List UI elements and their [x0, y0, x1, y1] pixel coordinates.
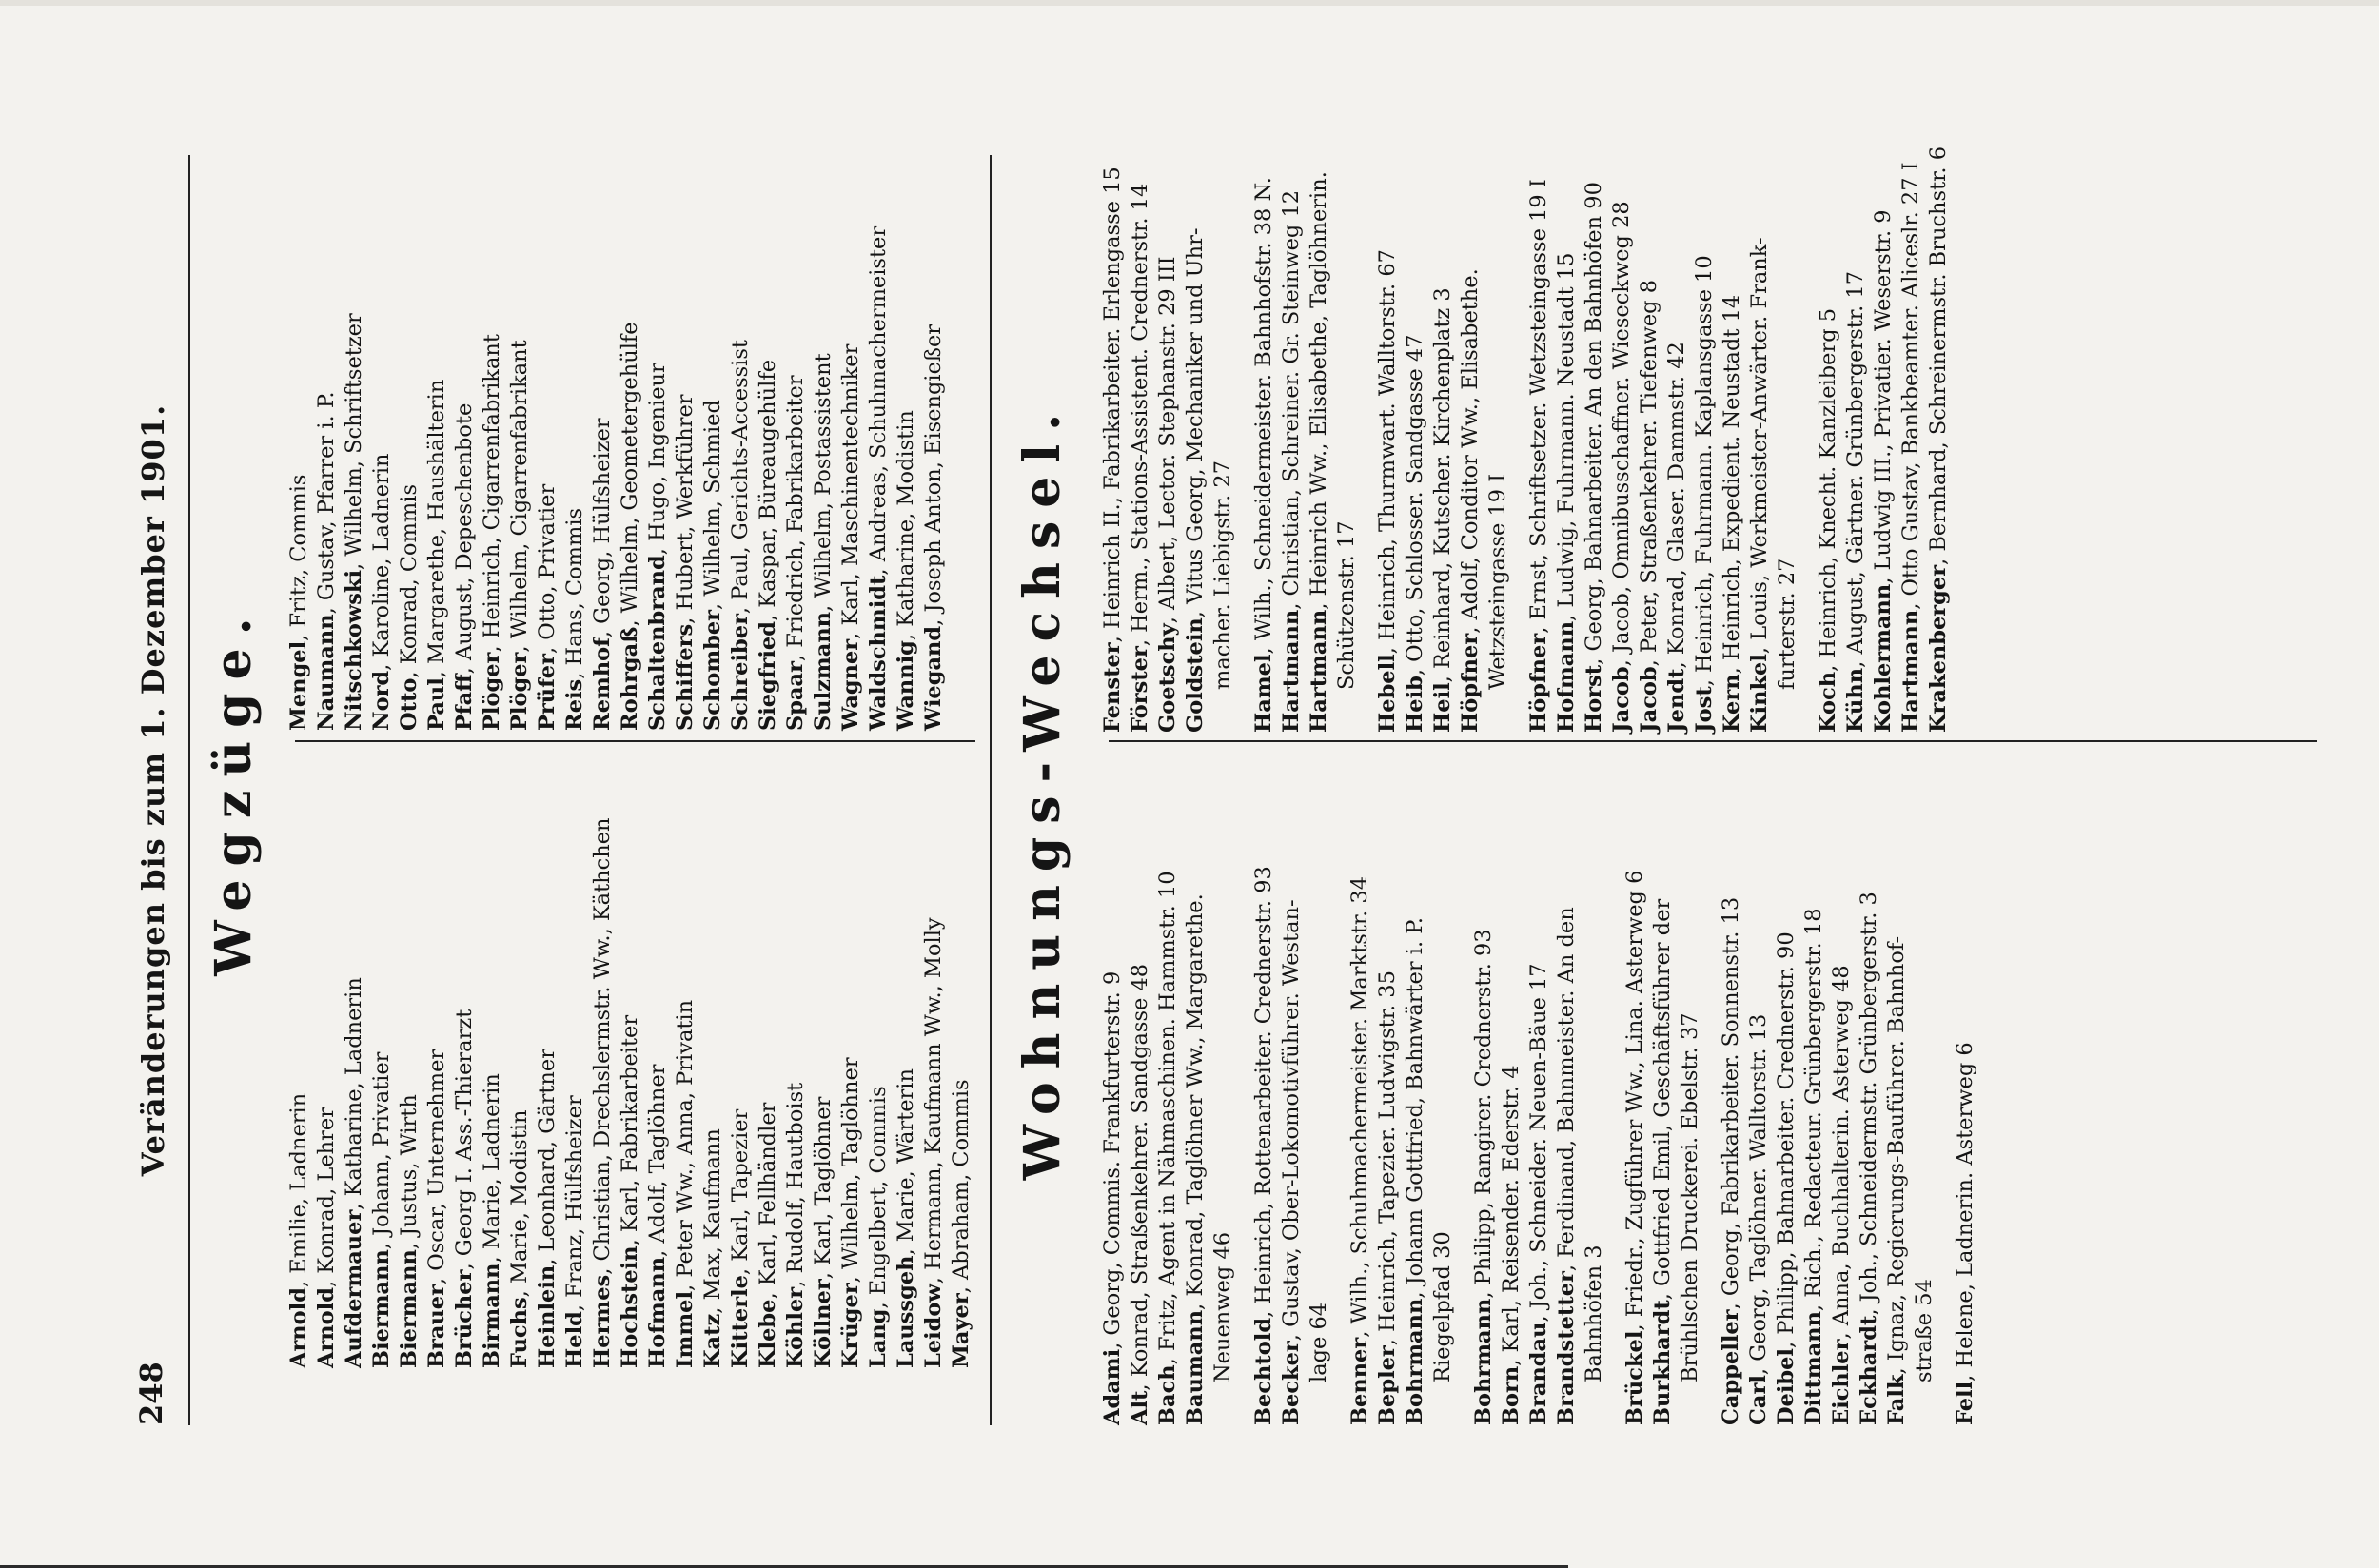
entry-surname: Fenster	[1100, 642, 1125, 733]
entry-surname: Burkhardt	[1650, 1300, 1675, 1425]
entry-surname: Biermann	[397, 1249, 422, 1368]
entry-surname: Mayer	[949, 1293, 973, 1368]
entry-surname: Hermes	[590, 1274, 615, 1368]
wegzuege-right-column	[285, 155, 948, 731]
entry-surname: Brandstetter	[1554, 1271, 1579, 1425]
list-entry: Fell, Helene, Ladnerin. Asterweg 6	[1953, 1042, 1977, 1425]
entry-surname: Mengel	[286, 640, 311, 731]
entry-surname: Klebe	[756, 1299, 780, 1368]
page-number: 248	[133, 1362, 169, 1425]
entry-surname: Birmann	[480, 1263, 504, 1368]
entry-spacer	[1237, 114, 1250, 733]
list-entry: Heil, Reinhard, Kutscher. Kirchenplatz 3	[1430, 287, 1455, 733]
entry-surname: Bechtold	[1251, 1317, 1276, 1425]
wohnungswechsel-right-column	[1099, 114, 1953, 733]
list-entry: Koch, Heinrich, Knecht. Kanzleiberg 5	[1816, 307, 1840, 733]
wohnungswechsel-column-divider	[1109, 740, 2317, 742]
entry-surname: Fuchs	[507, 1297, 532, 1368]
list-entry: Brauer, Oscar, Unternehmer	[424, 1049, 449, 1368]
list-entry: Spaar, Friedrich, Fabrikarbeiter	[783, 375, 808, 731]
list-entry: Bahnhöfen 3	[1582, 1245, 1606, 1425]
entry-surname: Bach	[1155, 1364, 1180, 1425]
list-entry: Katz, Max, Kaufmann	[700, 1128, 725, 1368]
list-entry: Waldschmidt, Andreas, Schuhmachermeister	[866, 225, 891, 731]
entry-surname: Höpfner	[1458, 633, 1483, 733]
entry-spacer	[1237, 750, 1250, 1425]
list-entry: Schiffers, Hubert, Werkführer	[673, 394, 698, 731]
section-title-wohnungswechsel: Wohnungs-Wechsel.	[1013, 400, 1072, 1181]
entry-surname: Brückel	[1622, 1330, 1647, 1425]
list-entry: Brandau, Joh., Schneider. Neuen-Bäue 17	[1526, 963, 1551, 1425]
entry-surname: Reis	[562, 678, 587, 731]
list-entry: Nitschkowski, Wilhelm, Schriftsetzer	[342, 313, 366, 731]
entry-surname: Nord	[369, 670, 394, 731]
list-entry: Wagner, Karl, Maschinentechniker	[838, 343, 863, 731]
list-entry: Arnold, Emilie, Ladnerin	[286, 1092, 311, 1368]
entry-surname: Rohrgaß	[618, 626, 642, 731]
entry-surname: Sulzmann	[811, 611, 836, 731]
list-entry: Riegelpfad 30	[1430, 1231, 1455, 1425]
running-head: Veränderungen bis zum 1. Dezember 1901.	[135, 403, 171, 1177]
entry-surname: Born	[1499, 1365, 1524, 1425]
entry-surname: Hartmann	[1898, 609, 1923, 733]
list-entry: Bepler, Heinrich, Tapezier. Ludwigstr. 35	[1375, 970, 1400, 1425]
entry-surname: Hamel	[1251, 654, 1276, 733]
list-entry: Eckhardt, Joh., Schneidermstr. Grünbergerstr. 3	[1857, 892, 1881, 1425]
entry-surname: Brücher	[452, 1269, 477, 1368]
list-entry: Heib, Otto, Schlosser. Sandgasse 47	[1403, 334, 1427, 733]
list-entry: Schomber, Wilhelm, Schmied	[700, 400, 725, 731]
entry-surname: Aufdermauer	[342, 1209, 366, 1368]
list-entry: Held, Franz, Hülfsheizer	[562, 1095, 587, 1368]
list-entry: lage 64	[1307, 1302, 1331, 1425]
list-entry: Schreiber, Paul, Gerichts-Accessist	[728, 340, 753, 731]
entry-spacer	[1704, 750, 1718, 1425]
list-entry: Hebell, Heinrich, Thurmwart. Walltorstr. 67	[1375, 249, 1400, 733]
entry-surname: Becker	[1279, 1341, 1304, 1425]
entry-spacer	[1608, 750, 1622, 1425]
entry-surname: Plöger	[507, 652, 532, 731]
entry-surname: Deibel	[1774, 1348, 1799, 1425]
entry-spacer	[1333, 750, 1347, 1425]
entry-spacer	[1361, 114, 1374, 733]
entry-surname: Pfaff	[452, 674, 477, 731]
entry-surname: Jost	[1692, 686, 1717, 733]
list-entry: Lang, Engelbert, Commis	[866, 1086, 891, 1368]
section-rule	[990, 155, 992, 1425]
entry-surname: Plöger	[480, 652, 504, 731]
entry-surname: Leidow	[921, 1284, 946, 1368]
list-entry: Born, Karl, Reisender. Ederstr. 4	[1499, 1065, 1524, 1425]
entry-surname: Eckhardt	[1857, 1315, 1881, 1425]
entry-surname: Hochstein	[618, 1245, 642, 1368]
list-entry: Brühlschen Druckerei. Ebelstr. 37	[1678, 1012, 1702, 1425]
entry-spacer	[1512, 114, 1525, 733]
entry-surname: Wiegand	[921, 625, 946, 731]
entry-surname: Fell	[1953, 1381, 1977, 1425]
entry-surname: Kern	[1720, 674, 1744, 733]
list-entry: Kühn, August, Gärtner. Grünbergerstr. 17	[1843, 270, 1868, 733]
list-entry: Schaltenbrand, Hugo, Ingenieur	[645, 363, 670, 731]
entry-surname: Spaar	[783, 661, 808, 731]
entry-surname: Hartmann	[1307, 609, 1331, 733]
entry-surname: Brandau	[1526, 1322, 1551, 1425]
list-entry: Goetschy, Albert, Lector. Stephanstr. 29 III	[1155, 256, 1180, 733]
list-entry: Klebe, Karl, Fellhändler	[756, 1102, 780, 1368]
list-entry: Paul, Margarethe, Haushälterin	[424, 379, 449, 731]
list-entry: Kern, Heinrich, Expedient. Neustadt 14	[1720, 294, 1744, 733]
list-entry: Adami, Georg, Commis. Frankfurterstr. 9	[1100, 970, 1125, 1425]
entry-surname: Heil	[1430, 682, 1455, 733]
list-entry: Kitterle, Karl, Tapezier	[728, 1108, 753, 1368]
entry-surname: Schaltenbrand	[645, 555, 670, 731]
list-entry: straße 54	[1912, 1279, 1937, 1425]
entry-surname: Katz	[700, 1313, 725, 1368]
entry-surname: Alt	[1128, 1390, 1152, 1425]
entry-surname: Heinlein	[535, 1264, 560, 1368]
list-entry: Plöger, Heinrich, Cigarrenfabrikant	[480, 334, 504, 731]
list-entry: Aufdermauer, Katharine, Ladnerin	[342, 977, 366, 1368]
entry-surname: Carl	[1746, 1375, 1771, 1425]
list-entry: Brücher, Georg I. Ass.-Thierarzt	[452, 1009, 477, 1368]
entry-surname: Köllner	[811, 1279, 836, 1368]
list-entry: Krakenberger, Bernhard, Schreinermstr. Bruchstr. 6	[1926, 146, 1951, 733]
list-entry: Hermes, Christian, Drechslermstr. Ww., Käthchen	[590, 817, 615, 1368]
entry-surname: Baumann	[1183, 1309, 1208, 1425]
entry-surname: Goetschy	[1155, 623, 1180, 733]
entry-surname: Brauer	[424, 1284, 449, 1368]
list-entry: Mengel, Fritz, Commis	[286, 474, 311, 731]
entry-surname: Hofmann	[1554, 620, 1579, 733]
entry-surname: Hartmann	[1279, 609, 1304, 733]
entry-surname: Jacob	[1609, 666, 1634, 733]
list-entry: Bechtold, Heinrich, Rottenarbeiter. Crednerstr. 93	[1251, 866, 1276, 1425]
list-entry: Naumann, Gustav, Pfarrer i. P.	[314, 391, 339, 731]
list-entry: Hartmann, Christian, Schreiner. Gr. Steinweg 12	[1279, 189, 1304, 733]
entry-surname: Schomber	[700, 609, 725, 731]
entry-surname: Kühn	[1843, 667, 1868, 733]
list-entry: Biermann, Justus, Wirth	[397, 1094, 422, 1368]
list-entry: Jendt, Konrad, Glaser. Dammstr. 42	[1664, 342, 1689, 733]
entry-surname: Otto	[397, 677, 422, 731]
list-entry: Fuchs, Marie, Modistin	[507, 1109, 532, 1368]
list-entry: Höpfner, Adolf, Conditor Ww., Elisabethe.	[1458, 268, 1483, 733]
header-rule	[188, 155, 190, 1425]
list-entry: Baumann, Konrad, Taglöhner Ww., Margarethe.	[1183, 893, 1208, 1425]
list-entry: Falk, Ignaz, Regierungs-Bauführer. Bahnhof-	[1884, 935, 1909, 1425]
list-entry: Krüger, Wilhelm, Taglöhner	[838, 1057, 863, 1368]
list-entry: Arnold, Konrad, Lehrer	[314, 1107, 339, 1368]
entry-surname: Kohlermann	[1871, 583, 1896, 733]
entry-surname: Heib	[1403, 676, 1427, 733]
list-entry: Jost, Heinrich, Fuhrmann. Kaplansgasse 10	[1692, 255, 1717, 733]
entry-surname: Held	[562, 1311, 587, 1368]
section-title-wegzuege: Wegzüge.	[205, 604, 263, 976]
entry-surname: Krüger	[838, 1283, 863, 1368]
list-entry: Deibel, Philipp, Bahnarbeiter. Crednerstr. 90	[1774, 931, 1799, 1425]
entry-surname: Falk	[1884, 1374, 1909, 1425]
entry-surname: Siegfried	[756, 621, 780, 731]
entry-surname: Koch	[1816, 671, 1840, 733]
list-entry: Becker, Gustav, Ober-Lokomotivführer. Westan-	[1279, 899, 1304, 1425]
list-entry: Hartmann, Heinrich Ww., Elisabethe, Taglöhnerin.	[1307, 171, 1331, 733]
list-entry: macher. Liebigstr. 27	[1210, 460, 1235, 733]
entry-surname: Krakenberger	[1926, 564, 1951, 733]
entry-surname: Kinkel	[1747, 654, 1772, 733]
entry-surname: Nitschkowski	[342, 569, 366, 731]
entry-surname: Dittmann	[1801, 1311, 1826, 1425]
list-entry: Hochstein, Karl, Fabrikarbeiter	[618, 1014, 642, 1368]
list-entry: Köllner, Karl, Taglöhner	[811, 1096, 836, 1368]
entry-surname: Bohrmann	[1403, 1298, 1427, 1425]
entry-surname: Hebell	[1375, 654, 1400, 733]
list-entry: Benner, Wilh., Schuhmachermeister. Marktstr. 34	[1347, 875, 1372, 1425]
list-entry: Köhler, Rudolf, Hautboist	[783, 1082, 808, 1368]
entry-surname: Waldschmidt	[866, 575, 891, 731]
entry-surname: Arnold	[314, 1287, 339, 1368]
entry-surname: Hofmann	[645, 1256, 670, 1368]
list-entry: Brückel, Friedr., Zugführer Ww., Lina. Asterweg 6	[1622, 870, 1647, 1425]
entry-spacer	[1801, 114, 1815, 733]
list-entry: Kohlermann, Ludwig III., Privatier. Weserstr. 9	[1871, 209, 1896, 733]
list-entry: Plöger, Wilhelm, Cigarrenfabrikant	[507, 340, 532, 731]
entry-surname: Bepler	[1375, 1345, 1400, 1425]
entry-surname: Lang	[866, 1308, 891, 1368]
page-header	[133, 155, 181, 1425]
wegzuege-left-column	[285, 750, 975, 1368]
list-entry: Wetzsteingasse 19 I	[1485, 473, 1510, 733]
list-entry: Heinlein, Leonhard, Gärtner	[535, 1049, 560, 1368]
entry-surname: Wagner	[838, 638, 863, 731]
list-entry: Biermann, Johann, Privatier	[369, 1051, 394, 1368]
list-entry: Rohrgaß, Wilhelm, Geometergehülfe	[618, 322, 642, 731]
list-entry: Immel, Peter Ww., Anna, Privatin	[673, 999, 698, 1368]
entry-surname: Cappeller	[1719, 1309, 1743, 1425]
list-entry: Neuenweg 46	[1210, 1231, 1235, 1425]
list-entry: Burkhardt, Gottfried Emil, Geschäftsführer der	[1650, 898, 1675, 1425]
entry-surname: Horst	[1582, 664, 1606, 733]
entry-surname: Bohrmann	[1471, 1298, 1496, 1425]
list-entry: Goldstein, Vitus Georg, Mechaniker und Uhr-	[1183, 227, 1208, 733]
list-entry: Wannig, Katharine, Modistin	[894, 410, 918, 731]
list-entry: Prüfer, Otto, Privatier	[535, 483, 560, 731]
list-entry: Nord, Karoline, Ladnerin	[369, 453, 394, 731]
entry-surname: Wannig	[894, 640, 918, 731]
list-entry: Pfaff, August, Depeschenbote	[452, 402, 477, 731]
list-entry: Hartmann, Otto Gustav, Bankbeamter. Aliceslr. 27 I	[1898, 162, 1923, 733]
entry-surname: Paul	[424, 677, 449, 731]
entry-spacer	[1457, 750, 1470, 1425]
entry-surname: Biermann	[369, 1249, 394, 1368]
entry-surname: Schiffers	[673, 623, 698, 731]
list-entry: Jacob, Peter, Straßenkehrer. Tiefenweg 8	[1637, 279, 1661, 733]
list-entry: Höpfner, Ernst, Schriftsetzer. Wetzsteingasse 19 I	[1526, 179, 1551, 733]
list-entry: Kinkel, Louis, Werkmeister-Anwärter. Frank-	[1747, 237, 1772, 733]
entry-surname: Köhler	[783, 1286, 808, 1368]
wohnungswechsel-left-column	[1099, 750, 1979, 1425]
list-entry: Sulzmann, Wilhelm, Postassistent	[811, 353, 836, 731]
list-entry: Hofmann, Ludwig, Fuhrmann. Neustadt 15	[1554, 252, 1579, 733]
list-entry: Bach, Fritz, Agent in Nähmaschinen. Hammstr. 10	[1155, 871, 1180, 1425]
list-entry: Alt, Konrad, Straßenkehrer. Sandgasse 48	[1128, 963, 1152, 1425]
list-entry: Cappeller, Georg, Fabrikarbeiter. Sonnenstr. 13	[1719, 896, 1743, 1425]
list-entry: Bohrmann, Philipp, Rangirer. Crednerstr. 93	[1471, 929, 1496, 1425]
entry-surname: Remhof	[590, 637, 615, 731]
list-entry: Laussgeh, Marie, Wärterin	[894, 1068, 918, 1368]
list-entry: furterstr. 27	[1775, 558, 1799, 733]
list-entry: Jacob, Jacob, Omnibusschaffner. Wieseckweg 28	[1609, 201, 1634, 733]
list-entry: Remhof, Georg, Hülfsheizer	[590, 418, 615, 731]
list-entry: Fenster, Heinrich II., Fabrikarbeiter. Erlengasse 15	[1100, 167, 1125, 733]
list-entry: Horst, Georg, Bahnarbeiter. An den Bahnhöfen 90	[1582, 182, 1606, 733]
list-entry: Reis, Hans, Commis	[562, 507, 587, 731]
wegzuege-column-divider	[295, 740, 975, 742]
list-entry: Siegfried, Kaspar, Büreaugehülfe	[756, 359, 780, 731]
entry-surname: Laussgeh	[894, 1255, 918, 1368]
list-entry: Hamel, Wilh., Schneidermeister. Bahnhofstr. 38 N.	[1251, 177, 1276, 733]
entry-surname: Prüfer	[535, 654, 560, 731]
list-entry: Mayer, Abraham, Commis	[949, 1079, 973, 1368]
entry-surname: Höpfner	[1526, 633, 1551, 733]
entry-surname: Eichler	[1829, 1339, 1854, 1425]
list-entry: Brandstetter, Ferdinand, Bahnmeister. An den	[1554, 907, 1579, 1425]
entry-surname: Jacob	[1637, 666, 1661, 733]
list-entry: Bohrmann, Johann Gottfried, Bahnwärter i. P.	[1403, 916, 1427, 1425]
entry-surname: Benner	[1347, 1337, 1372, 1425]
list-entry: Hofmann, Adolf, Taglöhner	[645, 1064, 670, 1368]
entry-spacer	[1938, 750, 1952, 1425]
entry-surname: Adami	[1100, 1348, 1125, 1425]
list-entry: Otto, Konrad, Commis	[397, 483, 422, 731]
entry-surname: Jendt	[1664, 668, 1689, 733]
list-entry: Dittmann, Rich., Redacteur. Grünbergerstr. 18	[1801, 908, 1826, 1425]
entry-surname: Schreiber	[728, 614, 753, 731]
entry-surname: Förster	[1128, 646, 1152, 733]
entry-surname: Kitterle	[728, 1275, 753, 1368]
entry-surname: Naumann	[314, 614, 339, 731]
entry-surname: Goldstein	[1183, 617, 1208, 733]
list-entry: Leidow, Hermann, Kaufmann Ww., Molly	[921, 917, 946, 1368]
entry-surname: Arnold	[286, 1287, 311, 1368]
list-entry: Birmann, Marie, Ladnerin	[480, 1073, 504, 1368]
list-entry: Förster, Herm., Stations-Assistent. Crednerstr. 14	[1128, 183, 1152, 733]
list-entry: Schützenstr. 17	[1334, 520, 1359, 733]
list-entry: Wiegand, Joseph Anton, Eisengießer	[921, 323, 946, 731]
list-entry: Carl, Georg, Taglöhner. Walltorstr. 13	[1746, 1013, 1771, 1425]
entry-surname: Immel	[673, 1290, 698, 1368]
list-entry: Eichler, Anna, Buchhalterin. Asterweg 48	[1829, 965, 1854, 1425]
